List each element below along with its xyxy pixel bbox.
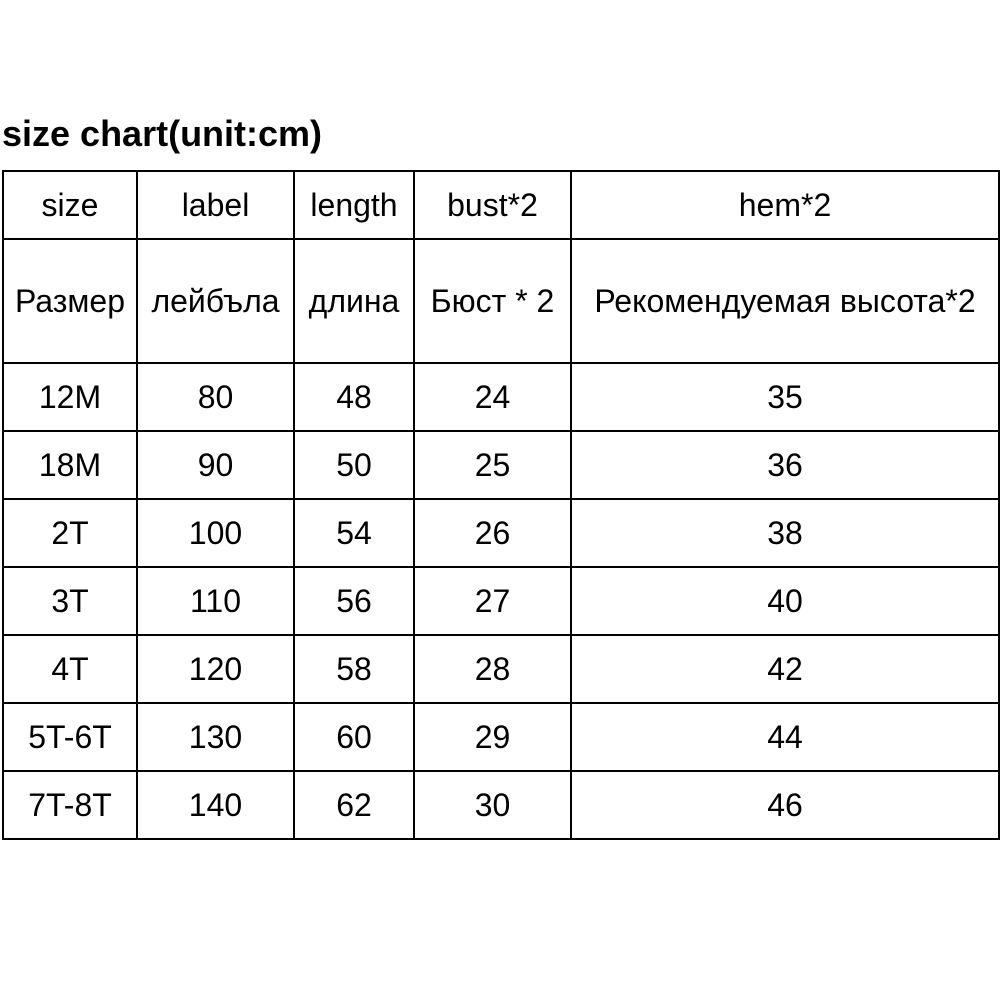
cell-label: 120 (137, 635, 294, 703)
cell-label: 140 (137, 771, 294, 839)
cell-size: 7T-8T (3, 771, 137, 839)
header-row-russian (3, 239, 999, 363)
cell-label: 110 (137, 567, 294, 635)
cell-bust: 27 (414, 567, 571, 635)
header-hem: hem*2 (571, 171, 999, 239)
header-bust-ru: Бюст * 2 (414, 239, 571, 363)
cell-length: 48 (294, 363, 414, 431)
header-bust: bust*2 (414, 171, 571, 239)
cell-hem: 40 (571, 567, 999, 635)
cell-length: 54 (294, 499, 414, 567)
header-label: label (137, 171, 294, 239)
table-row (3, 635, 999, 703)
cell-label: 90 (137, 431, 294, 499)
cell-length: 50 (294, 431, 414, 499)
cell-hem: 36 (571, 431, 999, 499)
table-row (3, 703, 999, 771)
table-row (3, 363, 999, 431)
cell-bust: 29 (414, 703, 571, 771)
cell-hem: 35 (571, 363, 999, 431)
page-title: size chart(unit:cm) (2, 113, 323, 154)
header-size-ru: Размер (3, 239, 137, 363)
table-row (3, 771, 999, 839)
cell-bust: 24 (414, 363, 571, 431)
size-table (2, 170, 1000, 840)
cell-length: 58 (294, 635, 414, 703)
cell-bust: 25 (414, 431, 571, 499)
cell-label: 100 (137, 499, 294, 567)
cell-size: 2T (3, 499, 137, 567)
table-row (3, 499, 999, 567)
table-row (3, 431, 999, 499)
header-row-english (3, 171, 999, 239)
cell-hem: 46 (571, 771, 999, 839)
cell-bust: 28 (414, 635, 571, 703)
table-row (3, 567, 999, 635)
cell-hem: 38 (571, 499, 999, 567)
cell-size: 18M (3, 431, 137, 499)
cell-label: 130 (137, 703, 294, 771)
header-size: size (3, 171, 137, 239)
cell-size: 4T (3, 635, 137, 703)
cell-length: 56 (294, 567, 414, 635)
cell-size: 12M (3, 363, 137, 431)
header-length-ru: длина (294, 239, 414, 363)
cell-length: 62 (294, 771, 414, 839)
cell-bust: 26 (414, 499, 571, 567)
cell-size: 5T-6T (3, 703, 137, 771)
cell-hem: 44 (571, 703, 999, 771)
header-length: length (294, 171, 414, 239)
cell-hem: 42 (571, 635, 999, 703)
header-label-ru: лейбъла (137, 239, 294, 363)
cell-label: 80 (137, 363, 294, 431)
cell-size: 3T (3, 567, 137, 635)
cell-bust: 30 (414, 771, 571, 839)
header-hem-ru: Рекомендуемая высота*2 (571, 239, 999, 363)
cell-length: 60 (294, 703, 414, 771)
